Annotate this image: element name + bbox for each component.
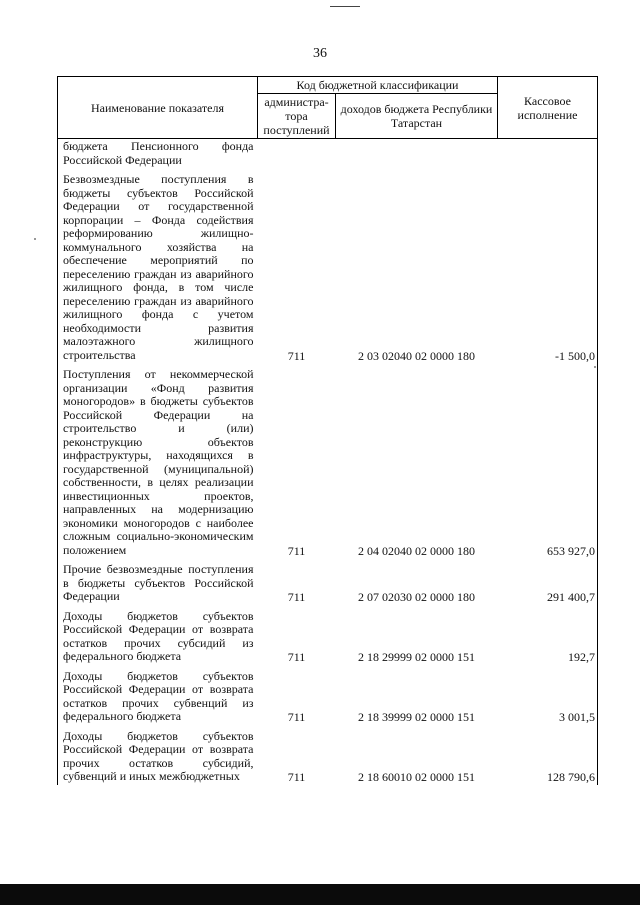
row-code: 2 18 29999 02 0000 151 — [358, 650, 475, 664]
row-admin: 711 — [287, 710, 306, 724]
row-admin: 711 — [287, 590, 306, 604]
row-name: Доходы бюджетов субъектов Российской Федерации от возврата остатков прочих субсидий из федерального бюджета — [58, 605, 258, 665]
header-name: Наименование показателя — [58, 77, 258, 139]
row-amount: 291 400,7 — [498, 558, 598, 605]
table-row — [58, 363, 598, 558]
table-row — [58, 139, 598, 169]
header-income: доходов бюджета Республики Татарстан — [336, 94, 498, 139]
row-amount: -1 500,0 — [498, 168, 598, 363]
table-row — [58, 725, 598, 785]
scan-edge-mark — [330, 6, 360, 7]
header-admin: администра-тора поступлений — [258, 94, 336, 139]
row-amount: 128 790,6 — [498, 725, 598, 785]
row-name: Прочие безвозмездные поступления в бюджеты субъектов Российской Федерации — [58, 558, 258, 605]
scan-speck — [594, 366, 596, 368]
row-code — [336, 139, 498, 169]
row-admin: 711 — [287, 348, 306, 363]
header-amount: Кассовое исполнение — [498, 77, 598, 139]
row-name: бюджета Пенсионного фонда Российской Федерации — [58, 139, 258, 169]
table-row — [58, 168, 598, 363]
row-name: Безвозмездные поступления в бюджеты субъектов Российской Федерации от государственной корпорации – Фонда содействия реформированию жилищно-коммунального хозяйства на обеспечение мероприятий по переселению граждан из аварийного жилищного фонда, в том числе переселению граждан из аварийного жилищного фонда с учетом необходимости развития малоэтажного жилищного строительства — [58, 168, 258, 363]
row-admin: 711 — [287, 543, 306, 558]
row-name: Доходы бюджетов субъектов Российской Федерации от возврата остатков прочих субвенций из федерального бюджета — [58, 665, 258, 725]
row-name: Доходы бюджетов субъектов Российской Федерации от возврата прочих остатков субсидий, субвенций и иных межбюджетных — [58, 725, 258, 785]
row-admin: 711 — [287, 770, 306, 784]
row-amount — [498, 139, 598, 169]
table-row — [58, 665, 598, 725]
page-number: 36 — [313, 46, 327, 61]
row-code: 2 18 60010 02 0000 151 — [358, 770, 475, 784]
table-row — [58, 605, 598, 665]
row-admin: 711 — [287, 650, 306, 664]
row-amount: 192,7 — [498, 605, 598, 665]
row-amount: 653 927,0 — [498, 363, 598, 558]
scan-speck — [34, 238, 36, 240]
row-code: 2 03 02040 02 0000 180 — [358, 348, 475, 363]
row-admin — [258, 139, 336, 169]
row-code: 2 18 39999 02 0000 151 — [358, 710, 475, 724]
row-amount: 3 001,5 — [498, 665, 598, 725]
table-row — [58, 558, 598, 605]
row-name: Поступления от некоммерческой организации «Фонд развития моногородов» в бюджеты субъектов Российской Федерации на строительство и (или) реконструкцию объектов инфраструктуры, находящихся в государственной (муниципальной) собственности, в целях реализации инвестиционных проектов, направленных на модернизацию экономики моногородов с наиболее сложным социально-экономическим положением — [58, 363, 258, 558]
budget-table — [57, 76, 598, 785]
scan-bottom-edge — [0, 884, 640, 905]
row-code: 2 07 02030 02 0000 180 — [358, 590, 475, 604]
row-code: 2 04 02040 02 0000 180 — [358, 543, 475, 558]
header-code-group: Код бюджетной классификации — [258, 77, 498, 94]
